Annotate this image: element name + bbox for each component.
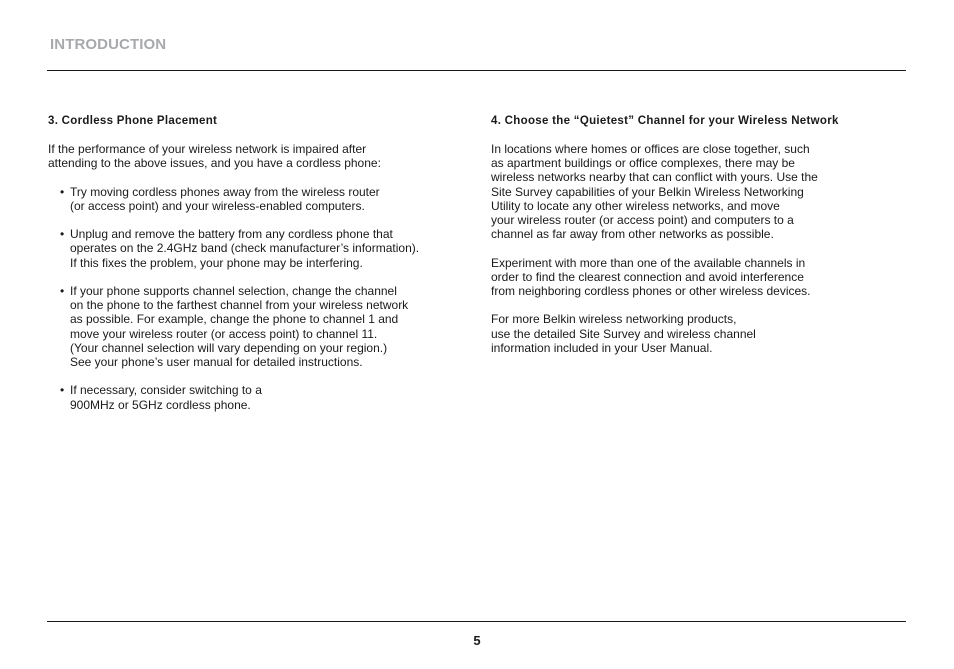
- top-divider: [47, 70, 906, 71]
- list-item: [60, 383, 468, 411]
- right-column-paragraph: In locations where homes or offices are close together, such as apartment buildings or office complexes, there may be wireless networks nearby that can conflict with yours. Use the Site Survey capabilities of your Belkin Wireless Networking Utility to locate any other wireless networks, and move your wireless router (or access point) and computers to a channel as far away from other networks as possible.: [491, 142, 818, 242]
- right-column-heading: 4. Choose the “Quietest” Channel for your Wireless Network: [491, 115, 839, 127]
- right-column: [491, 113, 901, 369]
- bullet-mark: •: [60, 227, 65, 242]
- bullet-mark: •: [60, 184, 65, 199]
- right-column-paragraph: For more Belkin wireless networking products, use the detailed Site Survey and wireless channel information included in your User Manual.: [491, 312, 756, 355]
- left-column-intro: If the performance of your wireless network is impaired after attending to the above issues, and you have a cordless phone:: [48, 142, 381, 171]
- bullet-text: If necessary, consider switching to a 900MHz or 5GHz cordless phone.: [70, 383, 262, 412]
- bullet-mark: •: [60, 283, 65, 298]
- page-number: 5: [473, 633, 481, 648]
- left-column-heading: 3. Cordless Phone Placement: [48, 115, 218, 127]
- bullet-mark: •: [60, 383, 65, 398]
- bullet-text: Unplug and remove the battery from any cordless phone that operates on the 2.4GHz band (check manufacturer’s information). If this fixes the problem, your phone may be interfering.: [70, 227, 420, 270]
- section-header: INTRODUCTION: [50, 36, 167, 53]
- bullet-text: Try moving cordless phones away from the wireless router (or access point) and your wireless-enabled computers.: [70, 184, 380, 213]
- left-column: [48, 113, 468, 426]
- list-item: [60, 185, 468, 213]
- list-item: [60, 227, 468, 270]
- bullet-text: If your phone supports channel selection, change the channel on the phone to the farthest channel from your wireless network as possible. For example, change the phone to channel 1 and move your wireless router (or access point) to channel 11. (Your channel selection will vary depending on your region.) See your phone’s user manual for detailed instructions.: [70, 283, 409, 369]
- bullet-list: [48, 185, 468, 412]
- right-column-paragraph: Experiment with more than one of the available channels in order to find the clearest connection and avoid interference from neighboring cordless phones or other wireless devices.: [491, 255, 811, 299]
- bottom-divider: [47, 621, 906, 622]
- list-item: [60, 284, 468, 369]
